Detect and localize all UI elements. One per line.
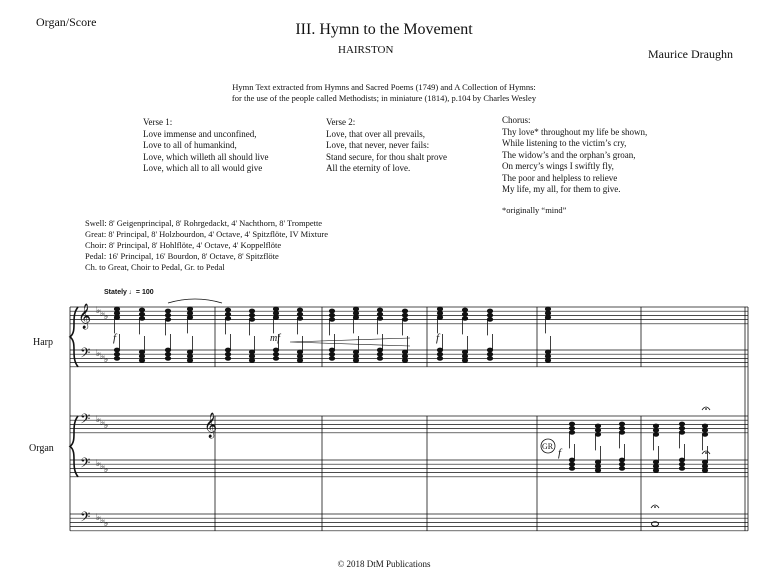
harp-treble-chord	[402, 309, 407, 313]
harp-bass-chord	[249, 354, 254, 358]
harp-bass-chord	[437, 352, 442, 356]
source-line: for the use of the people called Methodists; in miniature (1814), p.104 by Charles Wesley	[231, 93, 537, 103]
harp-treble-chord	[297, 308, 302, 312]
tempo-value: = 100	[135, 289, 154, 296]
verse-line: Stand secure, for thou shalt prove	[326, 151, 447, 162]
chorus-line: The widow’s and the orphan’s groan,	[502, 149, 636, 160]
flat-icon: ♭	[96, 415, 101, 425]
verse-heading: Verse 1:	[143, 117, 173, 127]
organ-left-chord	[653, 469, 658, 473]
copyright-notice: © 2018 DtM Publications	[337, 559, 431, 569]
harp-treble-chord	[377, 308, 382, 312]
organ-manual-chord	[595, 424, 600, 428]
harp-treble-chord	[114, 316, 119, 320]
harp-treble-chord	[273, 316, 278, 320]
harp-bass-chord	[187, 350, 192, 354]
bass-clef-icon: 𝄢	[80, 345, 91, 364]
harp-bass-chord	[353, 354, 358, 358]
harp-bass-chord	[139, 359, 144, 363]
harp-treble-chord	[297, 312, 302, 316]
harp-bass-chord	[353, 350, 358, 354]
chorus-line: My life, my all, for them to give.	[502, 184, 621, 194]
fermata-icon	[705, 408, 707, 410]
harp-bass-chord	[487, 357, 492, 361]
instrument-label-organ: Organ	[29, 443, 54, 454]
organ-left-chord	[702, 464, 707, 468]
harp-treble-chord	[487, 318, 492, 322]
organ-manual-chord	[595, 433, 600, 437]
registration-line: Great: 8' Principal, 8' Holzbourdon, 4' Octave, 4' Spitzflöte, IV Mixture	[85, 229, 328, 239]
harp-bass-chord	[225, 352, 230, 356]
harp-bass-chord	[249, 350, 254, 354]
crescendo-hairpin	[290, 338, 410, 346]
organ-manual-chord	[702, 424, 707, 428]
flat-icon: ♭	[96, 306, 101, 316]
harp-treble-chord	[377, 317, 382, 321]
harp-bass-chord	[297, 354, 302, 358]
harp-bass-chord	[377, 357, 382, 361]
harp-bass-chord	[165, 352, 170, 356]
harp-treble-chord	[545, 307, 550, 311]
bass-clef-icon: 𝄢	[80, 411, 91, 430]
organ-manual-chord	[619, 422, 624, 426]
organ-manual-chord	[619, 431, 624, 435]
harp-treble-chord	[353, 316, 358, 320]
harp-bass-chord	[437, 348, 442, 352]
bass-clef-icon: 𝄢	[80, 455, 91, 474]
harp-bass-chord	[545, 354, 550, 358]
organ-manual-chord	[619, 426, 624, 430]
harp-bass-chord	[353, 359, 358, 363]
harp-treble-chord	[225, 317, 230, 321]
organ-left-chord	[679, 462, 684, 466]
manual-marking-great: GR	[542, 442, 554, 451]
dynamic-forte: f	[113, 332, 117, 344]
organ-manual-chord	[569, 431, 574, 435]
harp-treble-chord	[462, 308, 467, 312]
chorus-footnote: *originally “mind”	[502, 205, 567, 215]
harp-treble-chord	[139, 312, 144, 316]
chorus-heading: Chorus:	[502, 115, 531, 125]
organ-left-chord	[595, 460, 600, 464]
composer-name: Maurice Draughn	[648, 47, 733, 61]
flat-icon: ♭	[104, 519, 109, 529]
harp-bass-chord	[114, 352, 119, 356]
organ-left-chord	[595, 469, 600, 473]
organ-left-chord	[679, 467, 684, 471]
harp-bass-chord	[273, 348, 278, 352]
chorus-line: On mercy’s wings I swiftly fly,	[502, 161, 614, 171]
harp-treble-chord	[437, 311, 442, 315]
harp-bass-chord	[139, 354, 144, 358]
flat-icon: ♭	[104, 312, 109, 322]
harp-bass-chord	[225, 357, 230, 361]
harp-bass-chord	[165, 357, 170, 361]
harp-treble-chord	[139, 317, 144, 321]
fermata-icon	[654, 506, 656, 508]
harp-treble-chord	[545, 311, 550, 315]
chorus-line: While listening to the victim’s cry,	[502, 138, 627, 148]
harp-treble-chord	[249, 313, 254, 317]
registration-line: Choir: 8' Principal, 8' Hohlflöte, 4' Octave, 4' Koppelflöte	[85, 240, 282, 250]
flat-icon: ♭	[100, 462, 105, 472]
harp-bass-chord	[402, 359, 407, 363]
tempo-label: Stately	[104, 289, 127, 296]
organ-manual-chord	[569, 426, 574, 430]
harp-treble-chord	[273, 311, 278, 315]
flat-icon: ♭	[104, 355, 109, 365]
harp-treble-chord	[545, 316, 550, 320]
part-label: Organ/Score	[36, 15, 97, 29]
organ-left-chord	[619, 467, 624, 471]
registration-line: Ch. to Great, Choir to Pedal, Gr. to Pedal	[85, 262, 225, 272]
harp-treble-chord	[329, 318, 334, 322]
flat-icon: ♭	[100, 352, 105, 362]
flat-icon: ♭	[104, 465, 109, 475]
flat-icon: ♭	[96, 459, 101, 469]
organ-left-chord	[569, 467, 574, 471]
organ-left-chord	[653, 460, 658, 464]
harp-treble-chord	[249, 309, 254, 313]
harp-bass-chord	[165, 348, 170, 352]
harp-bass-chord	[462, 354, 467, 358]
harp-bass-chord	[329, 352, 334, 356]
organ-left-chord	[595, 464, 600, 468]
fermata-icon	[705, 452, 707, 454]
harp-bass-chord	[114, 348, 119, 352]
harp-bass-chord	[462, 359, 467, 363]
harp-treble-chord	[487, 309, 492, 313]
organ-manual-chord	[653, 433, 658, 437]
organ-left-chord	[619, 458, 624, 462]
chorus-line: Thy love* throughout my life be shown,	[502, 126, 648, 137]
harp-treble-chord	[187, 316, 192, 320]
harp-bass-chord	[273, 352, 278, 356]
organ-left-chord	[653, 464, 658, 468]
harp-treble-chord	[114, 311, 119, 315]
verse-line: Love, that never, never fails:	[326, 140, 430, 150]
instrument-label-harp: Harp	[33, 337, 53, 348]
harp-bass-chord	[545, 359, 550, 363]
harp-bass-chord	[273, 357, 278, 361]
verse-line: Love immense and unconfined,	[143, 128, 257, 139]
harp-bass-chord	[402, 354, 407, 358]
quarter-note-icon: ♩	[128, 289, 136, 296]
organ-manual-chord	[702, 433, 707, 437]
dynamic-forte: f	[436, 332, 440, 344]
organ-left-chord	[702, 460, 707, 464]
harp-treble-chord	[249, 318, 254, 322]
chorus-line: The poor and helpless to relieve	[502, 172, 618, 183]
organ-left-chord	[569, 462, 574, 466]
harp-bass-chord	[329, 357, 334, 361]
organ-manual-chord	[679, 422, 684, 426]
harp-treble-chord	[437, 307, 442, 311]
harp-treble-chord	[273, 307, 278, 311]
harp-treble-chord	[402, 318, 407, 322]
registration-line: Swell: 8' Geigenprincipal, 8' Rohrgedackt, 4' Nachthorn, 8' Trompette	[85, 218, 323, 228]
dynamic-forte: f	[558, 447, 562, 459]
organ-left-chord	[702, 469, 707, 473]
organ-manual-chord	[595, 428, 600, 432]
harp-treble-chord	[114, 307, 119, 311]
harp-bass-chord	[487, 352, 492, 356]
harp-treble-chord	[165, 313, 170, 317]
harp-bass-chord	[437, 357, 442, 361]
dynamic-mezzo-forte: mf	[270, 333, 280, 344]
verse-line: Love, which all to all would give	[143, 163, 263, 173]
harp-brace	[70, 307, 78, 367]
source-line: Hymn Text extracted from Hymns and Sacred Poems (1749) and A Collection of Hymns:	[232, 82, 536, 92]
harp-treble-chord	[402, 313, 407, 317]
harp-treble-chord	[165, 318, 170, 322]
registration-line: Pedal: 16' Principal, 16' Bourdon, 8' Octave, 8' Spitzflöte	[85, 251, 279, 261]
harp-bass-chord	[187, 359, 192, 363]
harp-treble-chord	[487, 313, 492, 317]
harp-treble-chord	[329, 313, 334, 317]
harp-bass-chord	[329, 348, 334, 352]
harp-bass-chord	[545, 350, 550, 354]
harp-bass-chord	[462, 350, 467, 354]
harp-treble-chord	[353, 307, 358, 311]
organ-left-chord	[679, 458, 684, 462]
organ-manual-chord	[569, 422, 574, 426]
treble-clef-icon: 𝄞	[78, 304, 92, 329]
verse-line: All the eternity of love.	[326, 163, 411, 173]
harp-treble-chord	[187, 307, 192, 311]
organ-manual-chord	[653, 428, 658, 432]
organ-manual-chord	[653, 424, 658, 428]
verse-line: Love, that over all prevails,	[326, 128, 425, 139]
piece-title: III. Hymn to the Movement	[295, 21, 473, 38]
harp-bass-chord	[297, 350, 302, 354]
treble-clef-icon: 𝄞	[204, 413, 218, 438]
harp-treble-chord	[165, 309, 170, 313]
verse-line: Love to all of humankind,	[143, 140, 237, 150]
harp-bass-chord	[225, 348, 230, 352]
verse-heading: Verse 2:	[326, 117, 356, 127]
bass-clef-icon: 𝄢	[80, 509, 91, 528]
harp-bass-chord	[114, 357, 119, 361]
harp-treble-chord	[353, 311, 358, 315]
flat-icon: ♭	[96, 349, 101, 359]
harp-bass-chord	[297, 359, 302, 363]
verse-line: Love, which willeth all should live	[143, 151, 269, 162]
organ-left-chord	[619, 462, 624, 466]
harp-treble-chord	[187, 311, 192, 315]
flat-icon: ♭	[100, 418, 105, 428]
organ-manual-chord	[702, 428, 707, 432]
harp-bass-chord	[377, 348, 382, 352]
harp-bass-chord	[487, 348, 492, 352]
tune-name: HAIRSTON	[338, 44, 394, 56]
organ-manual-chord	[679, 431, 684, 435]
flat-icon: ♭	[100, 309, 105, 319]
organ-left-chord	[569, 458, 574, 462]
flat-icon: ♭	[100, 516, 105, 526]
harp-bass-chord	[249, 359, 254, 363]
harp-treble-chord	[225, 308, 230, 312]
harp-treble-chord	[462, 317, 467, 321]
harp-treble-chord	[377, 312, 382, 316]
slur	[168, 299, 222, 303]
harp-bass-chord	[402, 350, 407, 354]
harp-bass-chord	[139, 350, 144, 354]
harp-treble-chord	[139, 308, 144, 312]
organ-manual-chord	[679, 426, 684, 430]
harp-treble-chord	[297, 317, 302, 321]
harp-treble-chord	[462, 312, 467, 316]
harp-treble-chord	[437, 316, 442, 320]
harp-bass-chord	[377, 352, 382, 356]
organ-brace	[70, 416, 78, 477]
harp-treble-chord	[329, 309, 334, 313]
harp-treble-chord	[225, 312, 230, 316]
flat-icon: ♭	[104, 421, 109, 431]
harp-bass-chord	[187, 354, 192, 358]
flat-icon: ♭	[96, 513, 101, 523]
